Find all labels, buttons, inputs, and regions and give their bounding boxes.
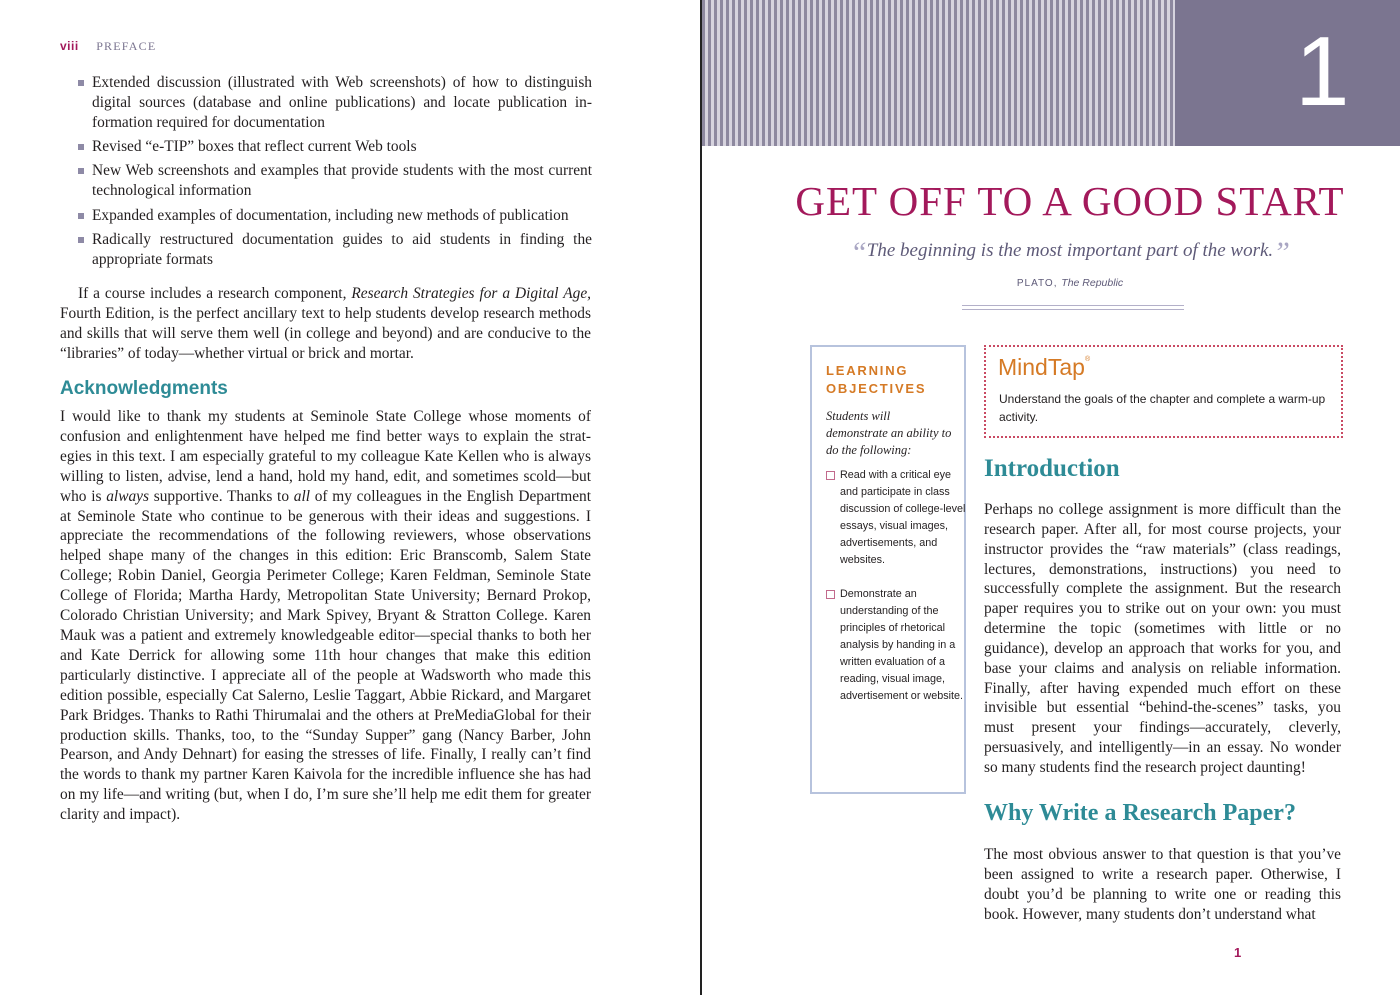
learning-objectives-intro: Students will demonstrate an ability to do the following:	[826, 409, 952, 457]
epigraph	[762, 236, 1378, 270]
chapter-stripe-banner	[702, 0, 1175, 146]
square-bullet-icon	[78, 168, 84, 174]
right-page	[702, 0, 1400, 995]
square-bullet-icon	[78, 80, 84, 86]
why-paragraph: The most obvious answer to that question is that you’ve been assigned to write a research paper. Otherwise, I doubt you’d be planning to write one or reading this book. However, many students don’t understand what	[984, 846, 1341, 923]
mindtap-box	[984, 345, 1343, 438]
ack-text-1: I would like to thank my students at Seminole State College whose moments of confusion and enlightenment have helped me find better ways to explain the strategies in this text. I am especially grateful to my colleague Kate Kellen who is always willing to listen, advise, lend a hand, hold my hand, edit, and sometimes scold—but who is	[60, 408, 591, 505]
mindtap-text: Understand the goals of the chapter and complete a warm-up activity.	[999, 392, 1326, 424]
course-paragraph-text: If a course includes a research component,	[78, 285, 352, 302]
course-paragraph	[60, 284, 591, 364]
ack-text-2: supportive. Thanks to	[149, 487, 294, 505]
list-item	[78, 73, 592, 132]
square-bullet-icon	[78, 213, 84, 219]
lo-heading-line: LEARNING	[826, 363, 909, 378]
mindtap-logo	[998, 354, 1090, 381]
mindtap-logo-text: MindTap	[998, 354, 1085, 380]
why-heading: Why Write a Research Paper?	[984, 800, 1296, 826]
square-bullet-icon	[78, 237, 84, 243]
chapter-number: 1	[1295, 16, 1350, 126]
objective-text: Demonstrate an understanding of the principles of rhetorical analysis by handing in a written evaluation of a reading, visual image, advertisement or website.	[840, 588, 964, 702]
checkbox-icon	[826, 471, 835, 480]
list-item-text: Expanded examples of documentation, including new methods of publication	[92, 206, 569, 224]
running-head	[60, 39, 156, 54]
feature-list	[78, 73, 592, 274]
page-number: viii	[60, 39, 79, 53]
registered-mark: ®	[1084, 356, 1091, 363]
close-quote-icon: ”	[1273, 236, 1290, 269]
chapter-title: GET OFF TO A GOOD START	[795, 178, 1345, 224]
epigraph-attribution	[762, 277, 1378, 289]
objective-item	[826, 586, 970, 705]
running-head-section: PREFACE	[96, 39, 157, 53]
list-item	[78, 230, 592, 270]
list-item-text: Revised “e-TIP” boxes that reflect current Web tools	[92, 137, 417, 155]
divider	[962, 305, 1184, 306]
list-item	[78, 206, 592, 226]
list-item-text: New Web screenshots and examples that provide students with the most current technological information	[92, 162, 592, 200]
book-title: Research Strategies for a Digital Age,	[351, 285, 592, 302]
square-bullet-icon	[78, 144, 84, 150]
introduction-heading: Introduction	[984, 455, 1120, 482]
lo-heading-line: OBJECTIVES	[826, 381, 927, 396]
ack-emphasis-1: always	[106, 487, 149, 505]
epigraph-quote: The beginning is the most important part of the work.	[866, 240, 1274, 261]
acknowledgments-paragraph	[60, 407, 591, 825]
objective-text: Read with a critical eye and participate in class discussion of college-level essays, visual images, advertisements, and websites.	[840, 469, 966, 566]
epigraph-author: PLATO,	[1016, 278, 1058, 289]
checkbox-icon	[826, 590, 835, 599]
learning-objectives-heading	[826, 362, 926, 398]
list-item-text: Radically restructured documentation guides to aid students in finding the appropriate formats	[92, 230, 592, 268]
learning-objectives-box	[810, 345, 966, 794]
epigraph-work: The Republic	[1061, 277, 1124, 289]
page-folio: 1	[1234, 945, 1242, 960]
open-quote-icon: “	[850, 236, 867, 269]
objective-item	[826, 467, 970, 569]
list-item	[78, 137, 592, 157]
course-paragraph-text-end: Fourth Edition, is the perfect ancillary text to help students develop research methods and skills that will serve them well (in college and beyond) and are conducive to the “libraries” of today—whether virtual or brick and mortar.	[60, 304, 591, 362]
ack-text-3: of my colleagues in the English Department at Seminole State who continue to be generous with their ideas and suggestions. I appreciate the recommendations of the following reviewers, whose observations helped shape many of the changes in this edition: Eric Branscomb, Salem State College; Robin Daniel, Georgia Perimeter College; Karen Feldman, Seminole State College of Florida; Martha Hardy, Metropolitan State University; Bernard Prokop, Colorado Christian University; and Mark Spivey, Bryant & Stratton College. Karen Mauk was a patient and extremely knowledgeable editor—special thanks to both her and Kate Derrick for allowing some 11th hour changes that make this edition particularly distinctive. I appreciate all of the people at Wadsworth who made this edition possible, especially Cat Salerno, Leslie Taggart, Abbie Rickard, and Margaret Park Bridges. Thanks to Rathi Thirumalai and the others at PreMediaGlobal for their production skills. Thanks, too, to the “Sunday Supper” gang (Nancy Barber, John Pearson, and Andy Dehnart) for easing the stresses of life. Finally, I really can’t find the words to thank my partner Karen Kaivola for the incredible influence she has had on my life—and writing (but, when I do, I’m sure she’ll help me edit them for greater clarity and impact).	[60, 487, 591, 824]
chapter-number-block	[1175, 0, 1400, 146]
divider	[962, 309, 1184, 310]
list-item-text: Extended discussion (illustrated with Web screenshots) of how to distinguish digital sources (database and online publications) and locate publication information required for documentation	[92, 74, 592, 131]
acknowledgments-heading: Acknowledgments	[60, 378, 228, 399]
introduction-paragraph: Perhaps no college assignment is more difficult than the research paper. After all, for most course projects, your instructor provides the “raw materials” (class readings, lectures, demonstrations, instructions) you need to successfully complete the assignment. But the research paper requires you to strike out on your own: you must determine the topic (sometimes with little or no guidance), develop an approach that works for you, and base your claims and analysis on reliable information. Finally, after having expended much effort on these invisible but essential “behind-the-scenes” tasks, you must present your findings—accurately, cleverly, persuasively, and intelligently—in an essay. No wonder so many students find the research project daunting!	[984, 501, 1341, 776]
ack-emphasis-2: all	[293, 487, 310, 505]
list-item	[78, 161, 592, 201]
